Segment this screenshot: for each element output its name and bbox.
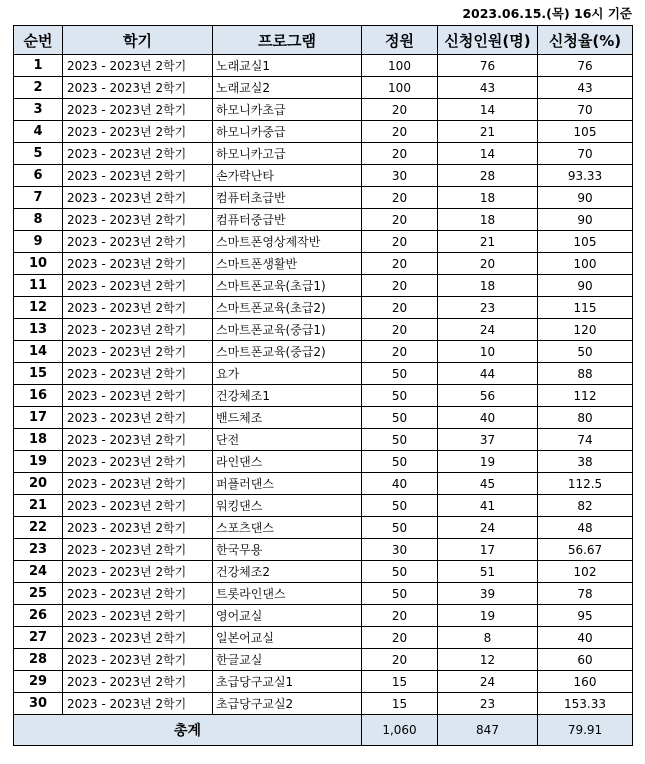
table-row — [14, 693, 633, 715]
row-capacity: 100 — [362, 55, 438, 77]
table-row — [14, 319, 633, 341]
row-capacity: 100 — [362, 77, 438, 99]
row-program: 초급당구교실1 — [213, 671, 362, 693]
row-capacity: 20 — [362, 297, 438, 319]
row-program: 라인댄스 — [213, 451, 362, 473]
row-program: 컴퓨터중급반 — [213, 209, 362, 231]
table-row — [14, 209, 633, 231]
row-number: 9 — [14, 231, 63, 253]
row-term: 2023 - 2023년 2학기 — [63, 319, 213, 341]
row-number: 2 — [14, 77, 63, 99]
row-capacity: 50 — [362, 517, 438, 539]
table-row — [14, 55, 633, 77]
row-term: 2023 - 2023년 2학기 — [63, 451, 213, 473]
row-rate: 115 — [538, 297, 633, 319]
table-row — [14, 517, 633, 539]
row-capacity: 50 — [362, 495, 438, 517]
row-program: 건강체조1 — [213, 385, 362, 407]
row-rate: 105 — [538, 231, 633, 253]
row-number: 14 — [14, 341, 63, 363]
col-header-capacity: 정원 — [362, 26, 438, 55]
row-program: 단전 — [213, 429, 362, 451]
row-rate: 76 — [538, 55, 633, 77]
row-rate: 82 — [538, 495, 633, 517]
row-capacity: 20 — [362, 121, 438, 143]
row-rate: 95 — [538, 605, 633, 627]
row-applicants: 24 — [438, 671, 538, 693]
row-rate: 56.67 — [538, 539, 633, 561]
table-row — [14, 627, 633, 649]
table-row — [14, 341, 633, 363]
row-program: 스마트폰교육(중급2) — [213, 341, 362, 363]
row-term: 2023 - 2023년 2학기 — [63, 429, 213, 451]
row-program: 하모니카고급 — [213, 143, 362, 165]
row-term: 2023 - 2023년 2학기 — [63, 495, 213, 517]
row-number: 18 — [14, 429, 63, 451]
row-program: 스포츠댄스 — [213, 517, 362, 539]
row-program: 한글교실 — [213, 649, 362, 671]
row-capacity: 20 — [362, 253, 438, 275]
row-term: 2023 - 2023년 2학기 — [63, 275, 213, 297]
row-number: 4 — [14, 121, 63, 143]
row-rate: 70 — [538, 99, 633, 121]
row-capacity: 20 — [362, 627, 438, 649]
row-applicants: 24 — [438, 517, 538, 539]
total-applicants: 847 — [438, 715, 538, 746]
row-applicants: 51 — [438, 561, 538, 583]
table-row — [14, 495, 633, 517]
row-capacity: 50 — [362, 385, 438, 407]
table-row — [14, 473, 633, 495]
row-rate: 153.33 — [538, 693, 633, 715]
row-program: 건강체조2 — [213, 561, 362, 583]
row-term: 2023 - 2023년 2학기 — [63, 693, 213, 715]
row-rate: 40 — [538, 627, 633, 649]
table-row — [14, 187, 633, 209]
table-row — [14, 407, 633, 429]
row-capacity: 20 — [362, 99, 438, 121]
row-rate: 90 — [538, 275, 633, 297]
row-program: 한국무용 — [213, 539, 362, 561]
row-number: 21 — [14, 495, 63, 517]
row-term: 2023 - 2023년 2학기 — [63, 253, 213, 275]
row-number: 22 — [14, 517, 63, 539]
table-row — [14, 561, 633, 583]
row-applicants: 10 — [438, 341, 538, 363]
row-capacity: 20 — [362, 275, 438, 297]
row-number: 3 — [14, 99, 63, 121]
row-term: 2023 - 2023년 2학기 — [63, 407, 213, 429]
row-term: 2023 - 2023년 2학기 — [63, 341, 213, 363]
row-applicants: 24 — [438, 319, 538, 341]
row-rate: 88 — [538, 363, 633, 385]
row-rate: 160 — [538, 671, 633, 693]
table-row — [14, 451, 633, 473]
row-applicants: 43 — [438, 77, 538, 99]
row-applicants: 18 — [438, 187, 538, 209]
row-number: 6 — [14, 165, 63, 187]
total-rate: 79.91 — [538, 715, 633, 746]
table-row — [14, 253, 633, 275]
row-number: 12 — [14, 297, 63, 319]
row-rate: 78 — [538, 583, 633, 605]
row-number: 29 — [14, 671, 63, 693]
table-row — [14, 143, 633, 165]
row-capacity: 40 — [362, 473, 438, 495]
row-term: 2023 - 2023년 2학기 — [63, 671, 213, 693]
row-program: 일본어교실 — [213, 627, 362, 649]
row-capacity: 30 — [362, 539, 438, 561]
row-capacity: 50 — [362, 363, 438, 385]
row-number: 1 — [14, 55, 63, 77]
table-row — [14, 297, 633, 319]
row-capacity: 50 — [362, 583, 438, 605]
row-term: 2023 - 2023년 2학기 — [63, 539, 213, 561]
row-rate: 70 — [538, 143, 633, 165]
table-row — [14, 165, 633, 187]
row-rate: 120 — [538, 319, 633, 341]
row-applicants: 14 — [438, 143, 538, 165]
total-label: 총계 — [14, 715, 362, 746]
table-row — [14, 363, 633, 385]
row-number: 20 — [14, 473, 63, 495]
row-applicants: 20 — [438, 253, 538, 275]
row-capacity: 20 — [362, 187, 438, 209]
row-rate: 43 — [538, 77, 633, 99]
row-number: 25 — [14, 583, 63, 605]
row-rate: 100 — [538, 253, 633, 275]
row-capacity: 20 — [362, 605, 438, 627]
row-applicants: 40 — [438, 407, 538, 429]
table-row — [14, 671, 633, 693]
row-rate: 74 — [538, 429, 633, 451]
row-capacity: 20 — [362, 341, 438, 363]
row-capacity: 20 — [362, 143, 438, 165]
row-applicants: 56 — [438, 385, 538, 407]
row-applicants: 39 — [438, 583, 538, 605]
row-program: 워킹댄스 — [213, 495, 362, 517]
row-number: 5 — [14, 143, 63, 165]
row-rate: 102 — [538, 561, 633, 583]
row-applicants: 37 — [438, 429, 538, 451]
row-number: 16 — [14, 385, 63, 407]
row-program: 요가 — [213, 363, 362, 385]
row-rate: 80 — [538, 407, 633, 429]
col-header-program: 프로그램 — [213, 26, 362, 55]
row-term: 2023 - 2023년 2학기 — [63, 627, 213, 649]
row-number: 30 — [14, 693, 63, 715]
row-capacity: 50 — [362, 451, 438, 473]
row-program: 스마트폰영상제작반 — [213, 231, 362, 253]
row-capacity: 50 — [362, 561, 438, 583]
table-row — [14, 429, 633, 451]
row-number: 24 — [14, 561, 63, 583]
row-applicants: 12 — [438, 649, 538, 671]
row-rate: 105 — [538, 121, 633, 143]
row-program: 하모니카초급 — [213, 99, 362, 121]
row-term: 2023 - 2023년 2학기 — [63, 385, 213, 407]
row-rate: 38 — [538, 451, 633, 473]
row-number: 26 — [14, 605, 63, 627]
row-term: 2023 - 2023년 2학기 — [63, 55, 213, 77]
col-header-applicants: 신청인원(명) — [438, 26, 538, 55]
row-term: 2023 - 2023년 2학기 — [63, 165, 213, 187]
enrollment-table — [13, 25, 633, 746]
row-program: 손가락난타 — [213, 165, 362, 187]
table-row — [14, 231, 633, 253]
row-capacity: 15 — [362, 671, 438, 693]
row-rate: 93.33 — [538, 165, 633, 187]
row-term: 2023 - 2023년 2학기 — [63, 121, 213, 143]
row-term: 2023 - 2023년 2학기 — [63, 363, 213, 385]
row-applicants: 21 — [438, 121, 538, 143]
col-header-no: 순번 — [14, 26, 63, 55]
row-term: 2023 - 2023년 2학기 — [63, 561, 213, 583]
row-term: 2023 - 2023년 2학기 — [63, 473, 213, 495]
row-program: 하모니카중급 — [213, 121, 362, 143]
row-capacity: 20 — [362, 319, 438, 341]
row-capacity: 30 — [362, 165, 438, 187]
col-header-term: 학기 — [63, 26, 213, 55]
row-applicants: 28 — [438, 165, 538, 187]
total-capacity: 1,060 — [362, 715, 438, 746]
row-program: 영어교실 — [213, 605, 362, 627]
row-rate: 90 — [538, 187, 633, 209]
table-row — [14, 649, 633, 671]
row-rate: 90 — [538, 209, 633, 231]
row-applicants: 76 — [438, 55, 538, 77]
row-number: 15 — [14, 363, 63, 385]
row-term: 2023 - 2023년 2학기 — [63, 99, 213, 121]
row-number: 10 — [14, 253, 63, 275]
table-row — [14, 77, 633, 99]
row-applicants: 18 — [438, 275, 538, 297]
row-number: 13 — [14, 319, 63, 341]
row-program: 노래교실1 — [213, 55, 362, 77]
row-program: 컴퓨터초급반 — [213, 187, 362, 209]
row-capacity: 15 — [362, 693, 438, 715]
row-program: 스마트폰교육(초급1) — [213, 275, 362, 297]
row-number: 27 — [14, 627, 63, 649]
row-applicants: 45 — [438, 473, 538, 495]
row-program: 스마트폰생활반 — [213, 253, 362, 275]
row-program: 트롯라인댄스 — [213, 583, 362, 605]
row-number: 11 — [14, 275, 63, 297]
row-number: 8 — [14, 209, 63, 231]
table-row — [14, 385, 633, 407]
col-header-rate: 신청율(%) — [538, 26, 633, 55]
row-term: 2023 - 2023년 2학기 — [63, 77, 213, 99]
row-program: 스마트폰교육(중급1) — [213, 319, 362, 341]
row-term: 2023 - 2023년 2학기 — [63, 583, 213, 605]
row-applicants: 18 — [438, 209, 538, 231]
row-applicants: 8 — [438, 627, 538, 649]
row-term: 2023 - 2023년 2학기 — [63, 649, 213, 671]
row-number: 19 — [14, 451, 63, 473]
row-capacity: 20 — [362, 649, 438, 671]
row-term: 2023 - 2023년 2학기 — [63, 143, 213, 165]
row-rate: 50 — [538, 341, 633, 363]
row-number: 7 — [14, 187, 63, 209]
table-row — [14, 99, 633, 121]
row-applicants: 19 — [438, 451, 538, 473]
row-capacity: 50 — [362, 407, 438, 429]
row-applicants: 21 — [438, 231, 538, 253]
header-row — [14, 26, 633, 55]
row-program: 스마트폰교육(초급2) — [213, 297, 362, 319]
row-applicants: 19 — [438, 605, 538, 627]
row-number: 17 — [14, 407, 63, 429]
row-capacity: 20 — [362, 209, 438, 231]
row-term: 2023 - 2023년 2학기 — [63, 231, 213, 253]
row-term: 2023 - 2023년 2학기 — [63, 605, 213, 627]
table-row — [14, 121, 633, 143]
row-applicants: 44 — [438, 363, 538, 385]
row-applicants: 41 — [438, 495, 538, 517]
row-rate: 112 — [538, 385, 633, 407]
row-number: 28 — [14, 649, 63, 671]
row-capacity: 50 — [362, 429, 438, 451]
row-term: 2023 - 2023년 2학기 — [63, 517, 213, 539]
table-row — [14, 275, 633, 297]
row-program: 퍼플러댄스 — [213, 473, 362, 495]
row-applicants: 23 — [438, 297, 538, 319]
table-row — [14, 539, 633, 561]
row-program: 초급당구교실2 — [213, 693, 362, 715]
row-rate: 48 — [538, 517, 633, 539]
table-row — [14, 583, 633, 605]
total-row — [14, 715, 633, 746]
table-row — [14, 605, 633, 627]
date-note: 2023.06.15.(목) 16시 기준 — [462, 6, 632, 21]
row-applicants: 23 — [438, 693, 538, 715]
row-applicants: 14 — [438, 99, 538, 121]
row-term: 2023 - 2023년 2학기 — [63, 187, 213, 209]
row-program: 밴드체조 — [213, 407, 362, 429]
row-number: 23 — [14, 539, 63, 561]
row-capacity: 20 — [362, 231, 438, 253]
row-program: 노래교실2 — [213, 77, 362, 99]
row-term: 2023 - 2023년 2학기 — [63, 297, 213, 319]
row-rate: 60 — [538, 649, 633, 671]
row-term: 2023 - 2023년 2학기 — [63, 209, 213, 231]
row-applicants: 17 — [438, 539, 538, 561]
row-rate: 112.5 — [538, 473, 633, 495]
